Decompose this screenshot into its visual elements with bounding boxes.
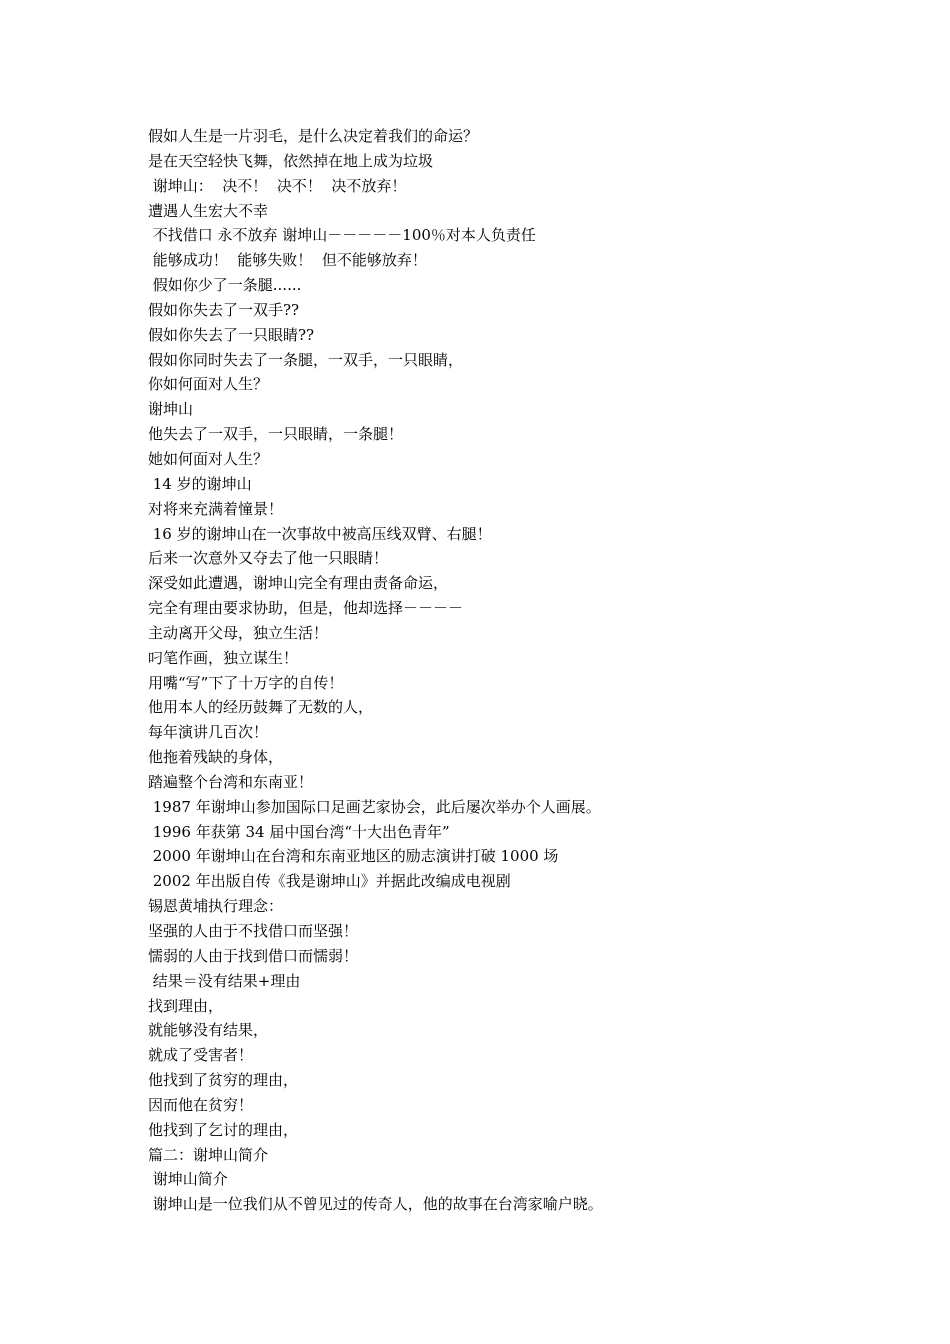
text-line: 假如你同时失去了一条腿，一双手，一只眼睛， xyxy=(148,350,464,369)
section-heading: 篇二：谢坤山简介 xyxy=(148,1145,269,1164)
text-line: 找到理由， xyxy=(148,996,224,1015)
text-line: 1987 年谢坤山参加国际口足画艺家协会，此后屡次举办个人画展。 xyxy=(148,797,601,816)
text-line: 他拖着残缺的身体， xyxy=(148,748,284,767)
text-line: 他找到了乞讨的理由， xyxy=(148,1120,299,1139)
document-text xyxy=(148,124,888,1217)
text-line: 懦弱的人由于找到借口而懦弱！ xyxy=(148,946,359,965)
text-line: 深受如此遭遇，谢坤山完全有理由责备命运， xyxy=(148,574,449,593)
text-line: 坚强的人由于不找借口而坚强！ xyxy=(148,922,359,940)
text-line: 谢坤山 xyxy=(148,400,194,419)
text-line: 16 岁的谢坤山在一次事故中被高压线双臂、右腿！ xyxy=(148,524,492,543)
text-line: 每年演讲几百次！ xyxy=(148,723,269,742)
text-line: 他用本人的经历鼓舞了无数的人， xyxy=(148,698,374,717)
text-line: 能够成功！ 能够失败！ 但不能够放弃！ xyxy=(148,251,427,270)
text-line: 锡恩黄埔执行理念： xyxy=(148,897,284,916)
text-line: 假如你失去了一只眼睛?? xyxy=(148,325,315,344)
text-line: 她如何面对人生？ xyxy=(148,449,269,468)
text-line: 14 岁的谢坤山 xyxy=(148,474,252,493)
text-line: 1996 年获第 34 届中国台湾“十大出色青年” xyxy=(148,822,450,841)
text-line: 遭遇人生宏大不幸 xyxy=(148,201,269,220)
text-line: 就能够没有结果， xyxy=(148,1021,269,1040)
text-line: 2000 年谢坤山在台湾和东南亚地区的励志演讲打破 1000 场 xyxy=(148,847,559,866)
text-line: 假如你失去了一双手?? xyxy=(148,300,300,319)
text-line: 假如人生是一片羽毛，是什么决定着我们的命运？ xyxy=(148,127,479,145)
text-line: 谢坤山： 决不！ 决不！ 决不放弃！ xyxy=(148,176,407,195)
text-line: 谢坤山是一位我们从不曾见过的传奇人，他的故事在台湾家喻户晓。 xyxy=(148,1195,603,1214)
text-line: 不找借口 永不放弃 谢坤山－－－－－100％对本人负责任 xyxy=(148,226,536,245)
text-line: 主动离开父母，独立生活！ xyxy=(148,623,329,642)
text-line: 就成了受害者！ xyxy=(148,1046,254,1065)
text-line: 谢坤山简介 xyxy=(148,1170,228,1189)
text-line: 因而他在贫穷！ xyxy=(148,1095,254,1114)
text-line: 踏遍整个台湾和东南亚！ xyxy=(148,772,314,791)
text-line: 他失去了一双手，一只眼睛，一条腿！ xyxy=(148,425,404,444)
text-line: 用嘴“写”下了十万字的自传！ xyxy=(148,673,344,692)
text-line: 他找到了贫穷的理由， xyxy=(148,1071,299,1090)
text-line: 叼笔作画，独立谋生！ xyxy=(148,648,299,667)
text-line: 2002 年出版自传《我是谢坤山》并据此改编成电视剧 xyxy=(148,872,511,891)
text-line: 对将来充满着憧景！ xyxy=(148,499,284,518)
text-line: 后来一次意外又夺去了他一只眼睛！ xyxy=(148,549,389,568)
text-line: 完全有理由要求协助，但是，他却选择－－－－ xyxy=(148,599,464,618)
text-line: 你如何面对人生？ xyxy=(148,375,269,394)
text-line: 结果＝没有结果+理由 xyxy=(148,971,301,990)
text-line: 是在天空轻快飞舞，依然掉在地上成为垃圾 xyxy=(148,151,434,170)
text-line: 假如你少了一条腿...... xyxy=(148,276,302,295)
